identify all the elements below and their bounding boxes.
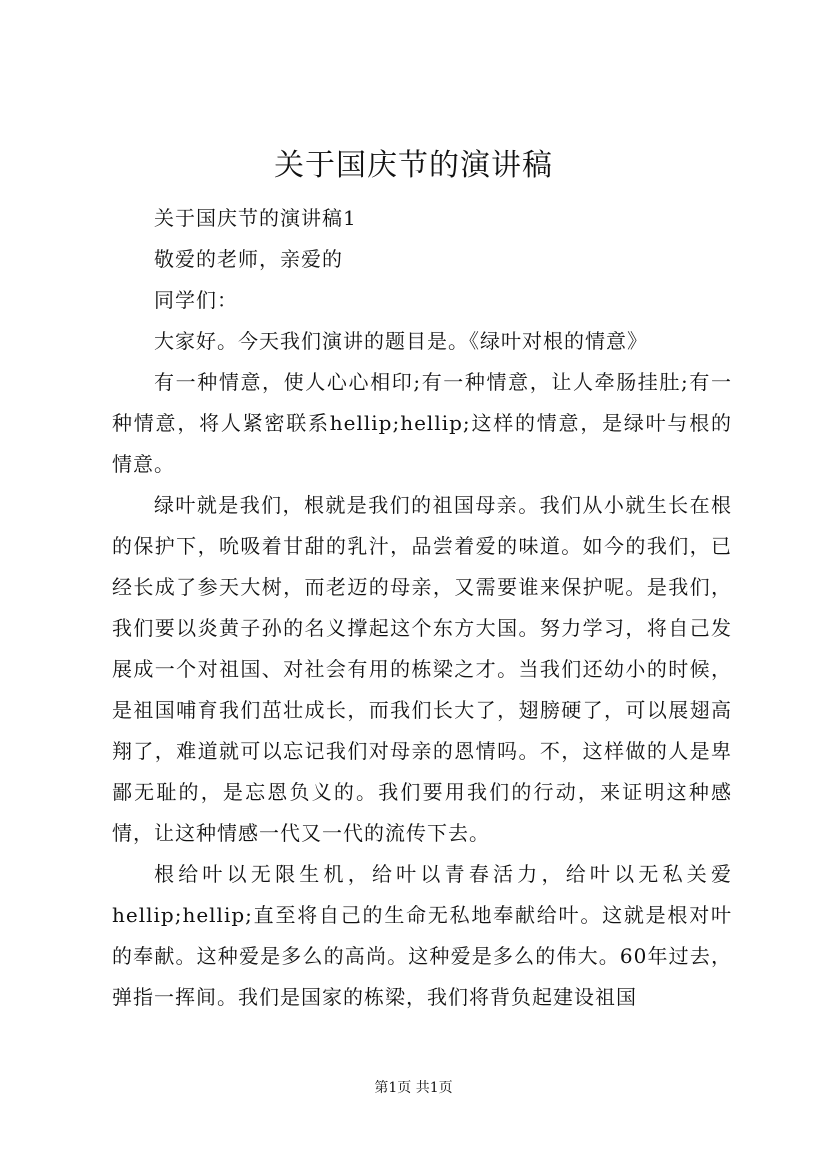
- paragraph: 敬爱的老师，亲爱的: [154, 247, 343, 271]
- document-body: [112, 198, 732, 1018]
- paragraph: 同学们：: [154, 288, 238, 312]
- page-footer: 第1页 共1页: [374, 1080, 453, 1096]
- document-title: 关于国庆节的演讲稿: [274, 148, 553, 183]
- paragraph: 大家好。今天我们演讲的题目是。《绿叶对根的情意》: [154, 329, 648, 353]
- paragraph: 根给叶以无限生机，给叶以青春活力，给叶以无私关爱hellip;hellip;直至将自己的生命无私地奉献给叶。这就是根对叶的奉献。这种爱是多么的高尚。这种爱是多么的伟大。60年过去，弹指一挥间。我们是国家的栋梁，我们将背负起建设祖国: [112, 862, 732, 1009]
- paragraph: 有一种情意，使人心心相印;有一种情意，让人牵肠挂肚;有一种情意，将人紧密联系hellip;hellip;这样的情意，是绿叶与根的情意。: [112, 370, 732, 476]
- paragraph: 关于国庆节的演讲稿1: [154, 206, 357, 230]
- paragraph: 绿叶就是我们，根就是我们的祖国母亲。我们从小就生长在根的保护下，吮吸着甘甜的乳汁，品尝着爱的味道。如今的我们，已经长成了参天大树，而老迈的母亲，又需要谁来保护呢。是我们，我们要以炎黄子孙的名义撑起这个东方大国。努力学习，将自己发展成一个对祖国、对社会有用的栋梁之才。当我们还幼小的时候，是祖国哺育我们茁壮成长，而我们长大了，翅膀硬了，可以展翅高翔了，难道就可以忘记我们对母亲的恩情吗。不，这样做的人是卑鄙无耻的，是忘恩负义的。我们要用我们的行动，来证明这种感情，让这种情感一代又一代的流传下去。: [112, 493, 732, 845]
